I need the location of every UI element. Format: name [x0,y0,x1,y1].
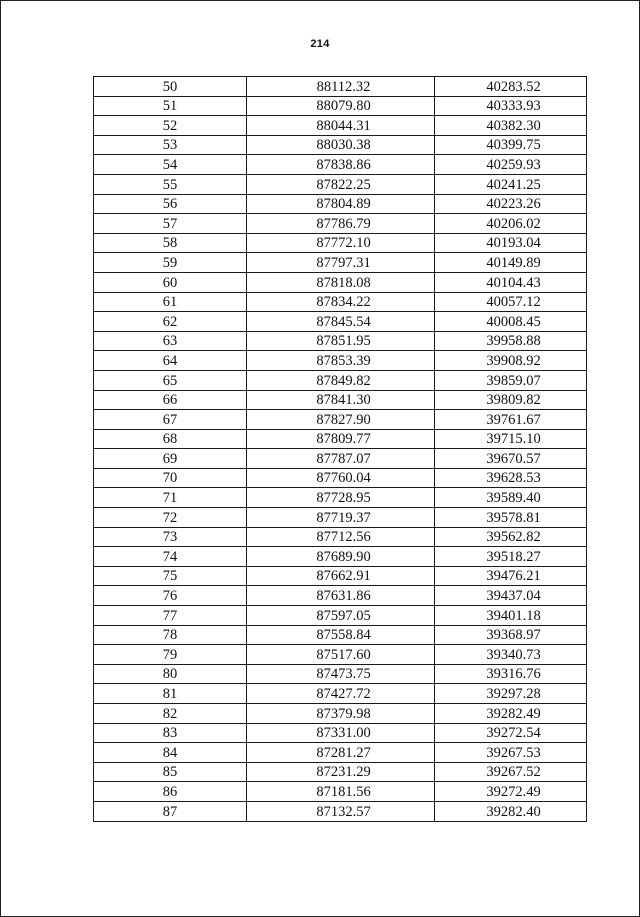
x-coordinate-cell: 87845.54 [247,312,435,332]
table-row [94,684,587,704]
point-number-cell: 54 [94,155,247,175]
table-row [94,390,587,410]
x-coordinate-cell: 87851.95 [247,331,435,351]
point-number-cell: 83 [94,723,247,743]
y-coordinate-cell: 39715.10 [435,429,587,449]
table-row [94,762,587,782]
point-number-cell: 75 [94,566,247,586]
table-row [94,77,587,97]
table-row [94,370,587,390]
x-coordinate-cell: 87772.10 [247,233,435,253]
x-coordinate-cell: 87132.57 [247,801,435,821]
table-row [94,96,587,116]
point-number-cell: 50 [94,77,247,97]
point-number-cell: 81 [94,684,247,704]
y-coordinate-cell: 39272.54 [435,723,587,743]
coordinates-table [93,76,587,822]
x-coordinate-cell: 87838.86 [247,155,435,175]
x-coordinate-cell: 87331.00 [247,723,435,743]
point-number-cell: 80 [94,664,247,684]
y-coordinate-cell: 39562.82 [435,527,587,547]
y-coordinate-cell: 39578.81 [435,508,587,528]
point-number-cell: 62 [94,312,247,332]
coordinates-table-body [94,77,587,822]
y-coordinate-cell: 39761.67 [435,410,587,430]
y-coordinate-cell: 40057.12 [435,292,587,312]
y-coordinate-cell: 39589.40 [435,488,587,508]
y-coordinate-cell: 40382.30 [435,116,587,136]
x-coordinate-cell: 87822.25 [247,174,435,194]
y-coordinate-cell: 39401.18 [435,606,587,626]
y-coordinate-cell: 39809.82 [435,390,587,410]
table-row [94,723,587,743]
table-row [94,214,587,234]
point-number-cell: 85 [94,762,247,782]
x-coordinate-cell: 87662.91 [247,566,435,586]
y-coordinate-cell: 40259.93 [435,155,587,175]
table-row [94,272,587,292]
point-number-cell: 76 [94,586,247,606]
y-coordinate-cell: 40008.45 [435,312,587,332]
table-row [94,743,587,763]
x-coordinate-cell: 87473.75 [247,664,435,684]
table-row [94,312,587,332]
table-row [94,664,587,684]
x-coordinate-cell: 87797.31 [247,253,435,273]
y-coordinate-cell: 39476.21 [435,566,587,586]
point-number-cell: 53 [94,135,247,155]
point-number-cell: 69 [94,449,247,469]
point-number-cell: 51 [94,96,247,116]
x-coordinate-cell: 87719.37 [247,508,435,528]
point-number-cell: 55 [94,174,247,194]
y-coordinate-cell: 40333.93 [435,96,587,116]
x-coordinate-cell: 87631.86 [247,586,435,606]
table-row [94,625,587,645]
table-row [94,801,587,821]
x-coordinate-cell: 87379.98 [247,704,435,724]
x-coordinate-cell: 87558.84 [247,625,435,645]
table-row [94,488,587,508]
table-row [94,468,587,488]
x-coordinate-cell: 87809.77 [247,429,435,449]
y-coordinate-cell: 39282.40 [435,801,587,821]
table-row [94,253,587,273]
point-number-cell: 56 [94,194,247,214]
point-number-cell: 59 [94,253,247,273]
point-number-cell: 72 [94,508,247,528]
y-coordinate-cell: 39670.57 [435,449,587,469]
point-number-cell: 63 [94,331,247,351]
table-row [94,194,587,214]
x-coordinate-cell: 87827.90 [247,410,435,430]
x-coordinate-cell: 88079.80 [247,96,435,116]
table-row [94,174,587,194]
y-coordinate-cell: 39908.92 [435,351,587,371]
y-coordinate-cell: 39267.52 [435,762,587,782]
point-number-cell: 66 [94,390,247,410]
page-number: 214 [310,38,330,50]
point-number-cell: 70 [94,468,247,488]
point-number-cell: 82 [94,704,247,724]
y-coordinate-cell: 40283.52 [435,77,587,97]
x-coordinate-cell: 87853.39 [247,351,435,371]
table-row [94,782,587,802]
x-coordinate-cell: 88112.32 [247,77,435,97]
point-number-cell: 71 [94,488,247,508]
point-number-cell: 52 [94,116,247,136]
x-coordinate-cell: 87427.72 [247,684,435,704]
y-coordinate-cell: 40193.04 [435,233,587,253]
x-coordinate-cell: 87281.27 [247,743,435,763]
table-row [94,586,587,606]
point-number-cell: 74 [94,547,247,567]
table-row [94,331,587,351]
y-coordinate-cell: 39340.73 [435,645,587,665]
point-number-cell: 68 [94,429,247,449]
y-coordinate-cell: 39267.53 [435,743,587,763]
point-number-cell: 73 [94,527,247,547]
table-row [94,155,587,175]
x-coordinate-cell: 87841.30 [247,390,435,410]
table-row [94,645,587,665]
point-number-cell: 87 [94,801,247,821]
x-coordinate-cell: 87597.05 [247,606,435,626]
point-number-cell: 65 [94,370,247,390]
x-coordinate-cell: 87231.29 [247,762,435,782]
y-coordinate-cell: 40206.02 [435,214,587,234]
y-coordinate-cell: 40104.43 [435,272,587,292]
table-row [94,410,587,430]
y-coordinate-cell: 39859.07 [435,370,587,390]
point-number-cell: 61 [94,292,247,312]
x-coordinate-cell: 87818.08 [247,272,435,292]
table-row [94,135,587,155]
y-coordinate-cell: 39297.28 [435,684,587,704]
y-coordinate-cell: 39437.04 [435,586,587,606]
y-coordinate-cell: 39282.49 [435,704,587,724]
table-row [94,606,587,626]
y-coordinate-cell: 40399.75 [435,135,587,155]
y-coordinate-cell: 40241.25 [435,174,587,194]
point-number-cell: 57 [94,214,247,234]
x-coordinate-cell: 87787.07 [247,449,435,469]
x-coordinate-cell: 87181.56 [247,782,435,802]
x-coordinate-cell: 87517.60 [247,645,435,665]
x-coordinate-cell: 87689.90 [247,547,435,567]
table-row [94,292,587,312]
x-coordinate-cell: 88044.31 [247,116,435,136]
y-coordinate-cell: 39518.27 [435,547,587,567]
y-coordinate-cell: 39272.49 [435,782,587,802]
point-number-cell: 60 [94,272,247,292]
point-number-cell: 86 [94,782,247,802]
y-coordinate-cell: 39958.88 [435,331,587,351]
table-row [94,233,587,253]
x-coordinate-cell: 87728.95 [247,488,435,508]
table-row [94,547,587,567]
y-coordinate-cell: 39316.76 [435,664,587,684]
table-row [94,449,587,469]
point-number-cell: 78 [94,625,247,645]
x-coordinate-cell: 87760.04 [247,468,435,488]
point-number-cell: 84 [94,743,247,763]
x-coordinate-cell: 87834.22 [247,292,435,312]
table-row [94,429,587,449]
y-coordinate-cell: 39628.53 [435,468,587,488]
point-number-cell: 79 [94,645,247,665]
table-row [94,508,587,528]
table-row [94,527,587,547]
table-row [94,116,587,136]
x-coordinate-cell: 87804.89 [247,194,435,214]
x-coordinate-cell: 87786.79 [247,214,435,234]
x-coordinate-cell: 87849.82 [247,370,435,390]
table-row [94,566,587,586]
y-coordinate-cell: 40223.26 [435,194,587,214]
y-coordinate-cell: 40149.89 [435,253,587,273]
x-coordinate-cell: 88030.38 [247,135,435,155]
y-coordinate-cell: 39368.97 [435,625,587,645]
table-row [94,704,587,724]
point-number-cell: 58 [94,233,247,253]
point-number-cell: 77 [94,606,247,626]
table-row [94,351,587,371]
point-number-cell: 64 [94,351,247,371]
point-number-cell: 67 [94,410,247,430]
x-coordinate-cell: 87712.56 [247,527,435,547]
